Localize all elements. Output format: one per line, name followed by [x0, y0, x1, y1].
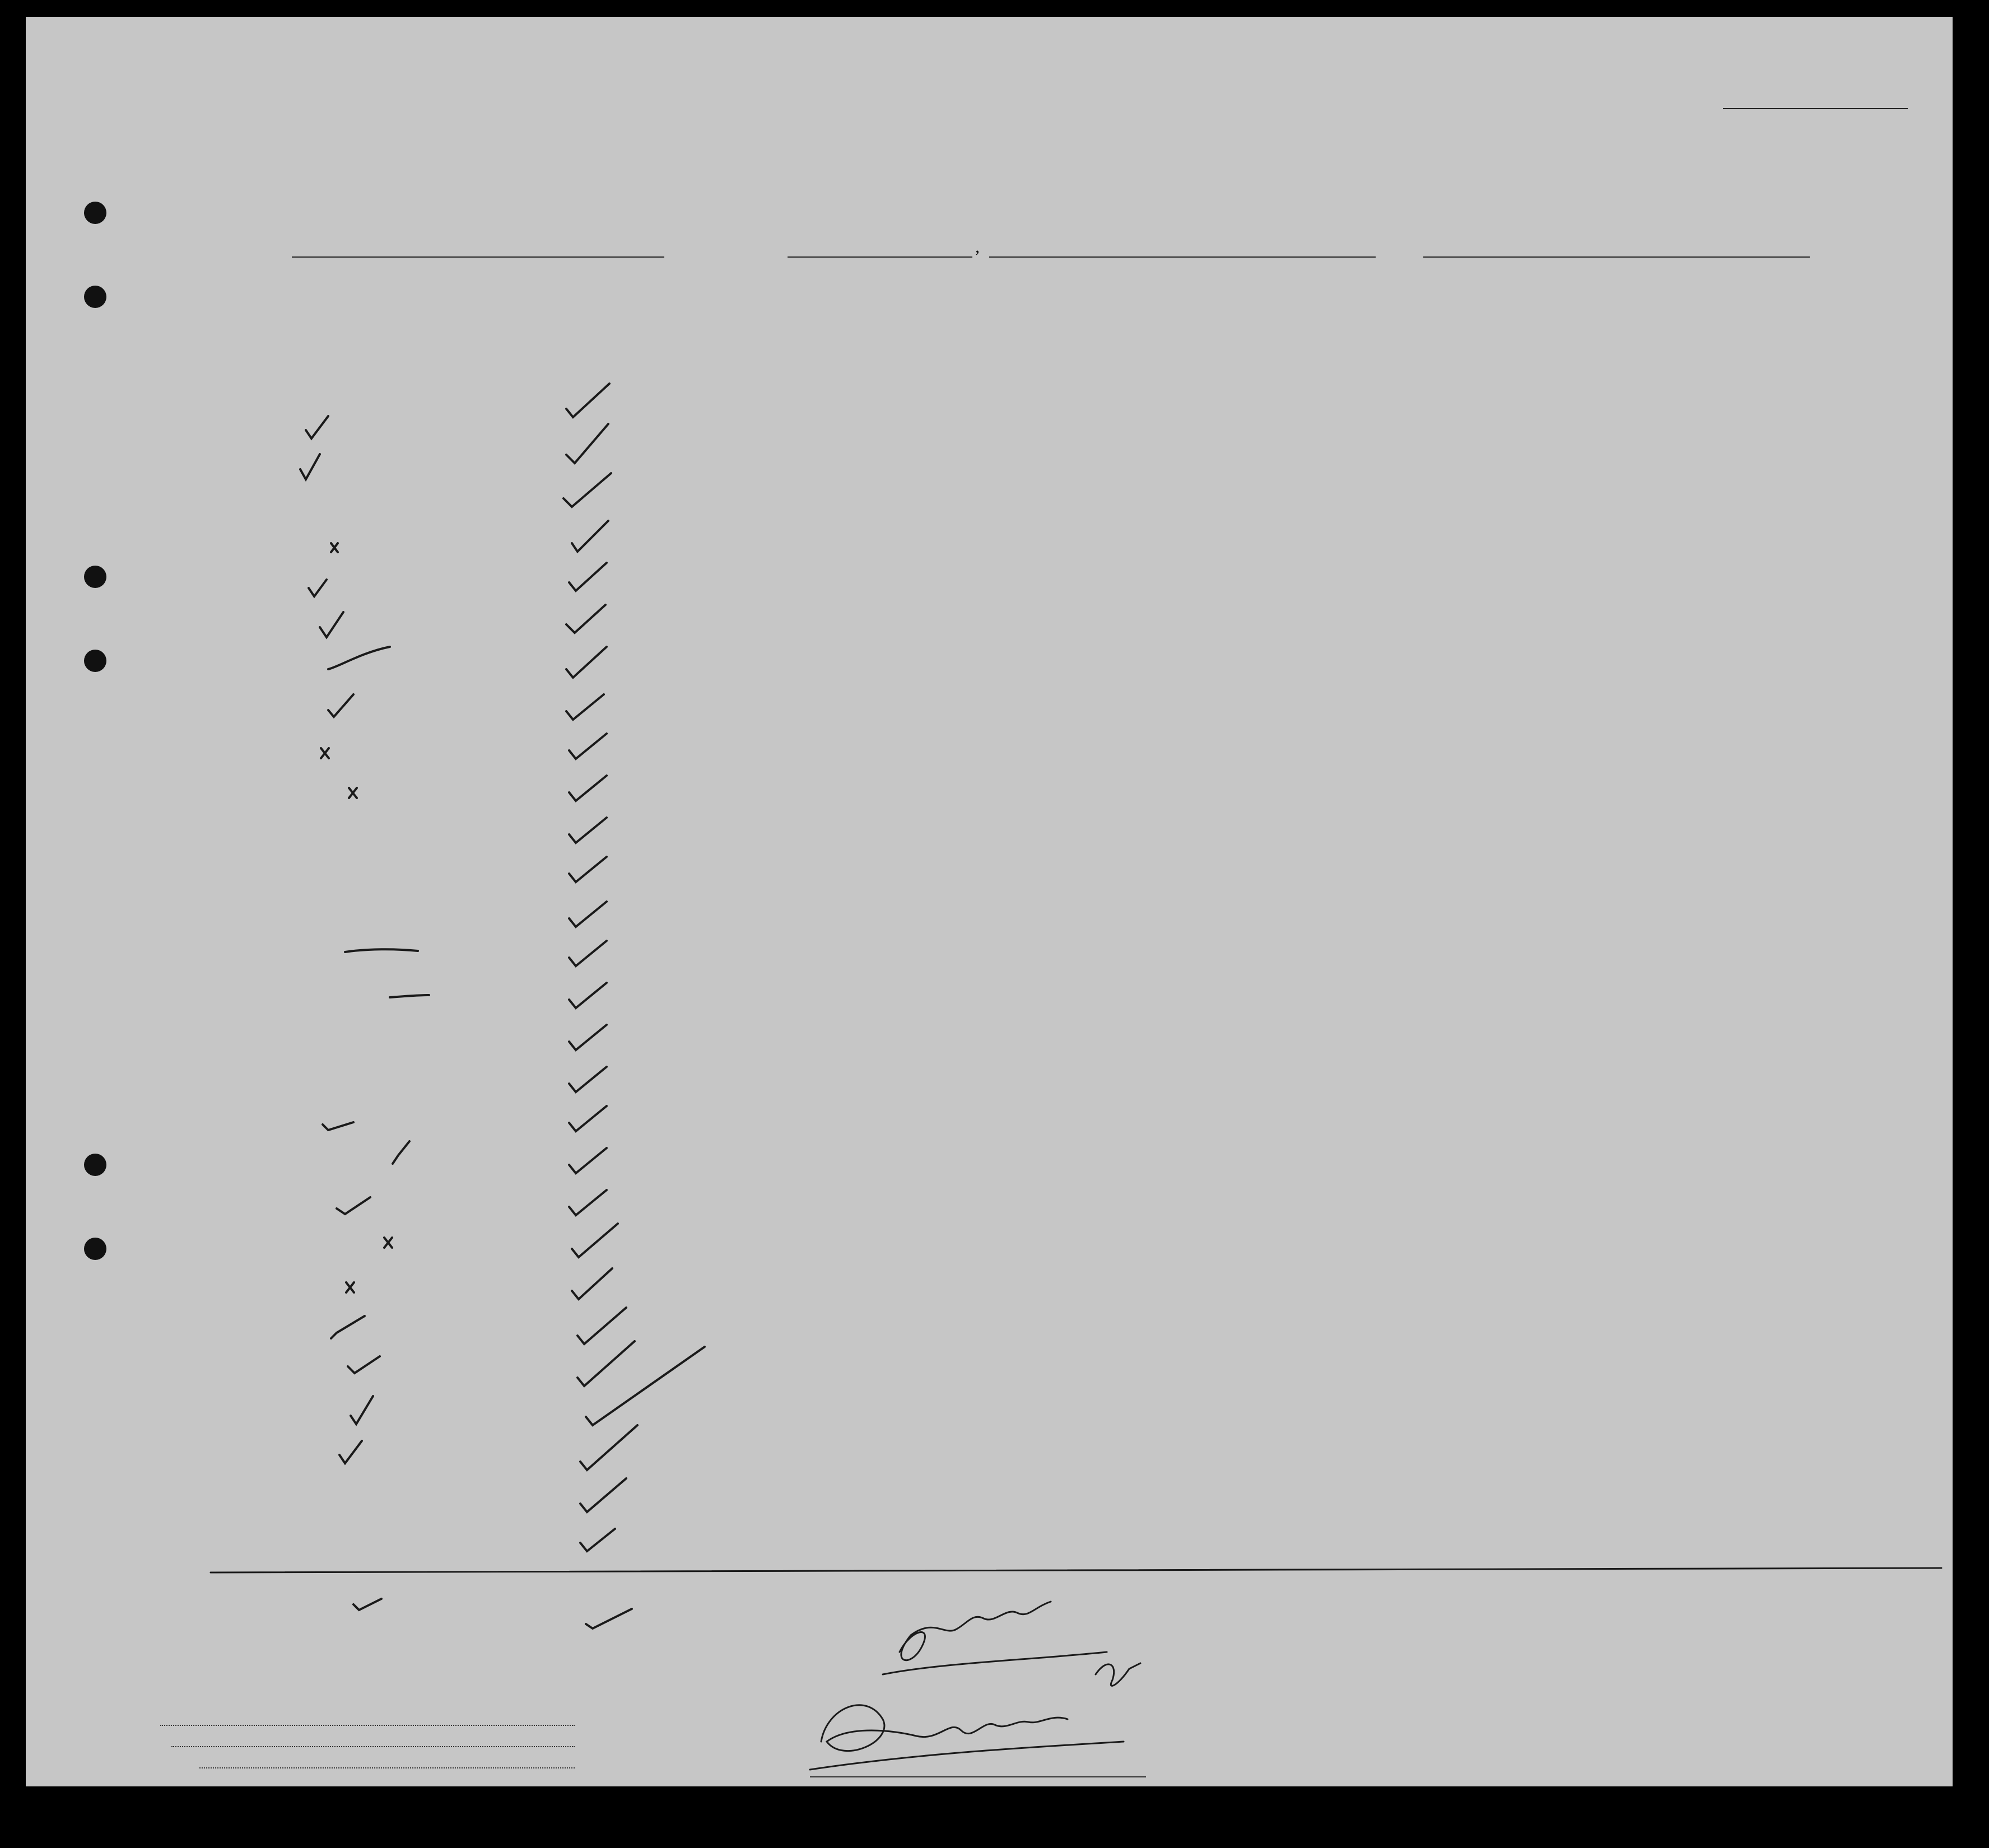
inspector-line — [810, 1775, 1146, 1777]
check-mark — [353, 1599, 381, 1610]
check-mark — [566, 605, 605, 633]
check-mark — [566, 647, 607, 678]
cross-mark — [331, 543, 338, 552]
check-mark — [328, 647, 390, 669]
check-mark — [393, 1141, 409, 1164]
check-mark — [563, 473, 611, 507]
check-mark — [580, 1478, 626, 1512]
manifest-sheet — [26, 17, 1953, 1786]
check-mark — [323, 1122, 353, 1130]
check-mark — [566, 384, 609, 417]
check-mark — [569, 818, 607, 843]
inspector-signature — [810, 1705, 1124, 1770]
check-mark — [348, 1356, 380, 1373]
check-mark — [351, 1396, 373, 1424]
check-mark — [569, 1190, 607, 1215]
check-mark — [337, 1197, 370, 1214]
vessel-line: , — [227, 236, 1863, 259]
check-mark — [572, 1224, 618, 1257]
check-mark — [580, 1425, 637, 1470]
check-mark — [569, 857, 607, 882]
check-mark — [569, 983, 607, 1008]
purser-signature — [883, 1602, 1107, 1674]
cross-mark — [346, 1282, 354, 1292]
check-mark — [569, 563, 607, 591]
check-mark — [566, 694, 604, 720]
check-mark — [569, 734, 607, 759]
check-mark — [309, 580, 327, 596]
check-mark — [569, 902, 607, 927]
local-agents-field — [199, 1766, 575, 1768]
check-mark — [339, 1441, 362, 1463]
check-mark — [572, 521, 608, 552]
line-field — [160, 1724, 575, 1726]
check-mark — [577, 1308, 626, 1344]
check-mark — [572, 1268, 612, 1299]
check-mark — [306, 416, 328, 438]
check-mark — [300, 454, 320, 479]
check-mark — [569, 1106, 607, 1131]
check-mark — [569, 941, 607, 966]
check-mark — [586, 1609, 632, 1628]
check-mark — [566, 424, 608, 463]
strike-mark — [345, 949, 418, 952]
handwritten-checkmarks — [26, 17, 1953, 1786]
check-mark — [569, 1148, 607, 1173]
strike-mark — [390, 995, 429, 997]
cross-mark — [349, 788, 357, 798]
cross-mark — [321, 748, 329, 758]
strikethrough-line — [211, 1568, 1941, 1572]
check-mark — [569, 1067, 607, 1092]
cross-mark — [384, 1238, 392, 1248]
initials-mark — [1096, 1663, 1140, 1686]
check-mark — [328, 694, 353, 717]
check-mark — [320, 612, 343, 637]
check-mark — [331, 1316, 365, 1338]
check-mark — [577, 1341, 635, 1386]
check-mark — [569, 1025, 607, 1050]
check-mark — [586, 1347, 705, 1425]
owners-field — [171, 1745, 575, 1747]
check-mark — [569, 776, 607, 801]
check-mark — [580, 1529, 615, 1551]
